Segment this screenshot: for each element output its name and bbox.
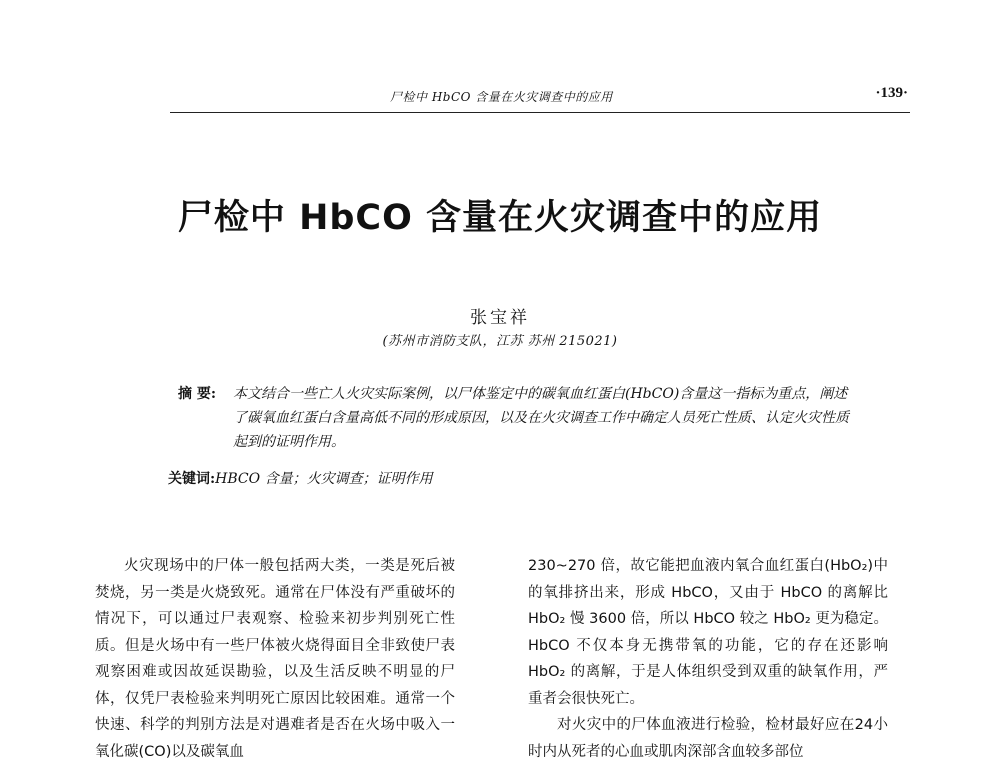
body-paragraph: 对火灾中的尸体血液进行检验，检材最好应在24小时内从死者的心血或肌肉深部含血较多部位 <box>528 717 888 760</box>
keywords-label: 关键词: <box>168 471 216 487</box>
body-column-left <box>95 553 455 765</box>
running-title: 尸检中 HbCO 含量在火灾调查中的应用 <box>390 90 613 104</box>
abstract-text: 本文结合一些亡人火灾实际案例，以尸体鉴定中的碳氧血红蛋白(HbCO)含量这一指标为重点，阐述了碳氧血红蛋白含量高低不同的形成原因，以及在火灾调查工作中确定人员死亡性质、认定火灾性质起到的证明作用。 <box>233 386 849 450</box>
body-paragraph: 230~270 倍，故它能把血液内氧合血红蛋白(HbO₂)中的氧排挤出来，形成 HbCO，又由于 HbCO 的离解比 HbO₂ 慢 3600 倍，所以 HbCO 较之 HbO₂ 更为稳定。HbCO 不仅本身无携带氧的功能，它的存在还影响 HbO₂ 的离解，于是人体组织受到双重的缺氧作用，严重者会很快死亡。 <box>528 558 888 707</box>
body-column-right <box>528 553 888 765</box>
author: 张宝祥 <box>470 308 530 328</box>
page-number: ·139· <box>875 85 908 101</box>
keywords-text: HBCO 含量；火灾调查；证明作用 <box>215 471 433 487</box>
affiliation: (苏州市消防支队，江苏 苏州 215021) <box>382 334 618 349</box>
abstract <box>178 382 858 454</box>
abstract-label: 摘 要: <box>178 386 217 402</box>
keywords <box>168 468 868 488</box>
running-header <box>170 86 910 113</box>
article-title: 尸检中 HbCO 含量在火灾调查中的应用 <box>177 198 823 238</box>
body-paragraph: 火灾现场中的尸体一般包括两大类，一类是死后被焚烧，另一类是火烧致死。通常在尸体没有严重破坏的情况下，可以通过尸表观察、检验来初步判别死亡性质。但是火场中有一些尸体被火烧得面目全非致使尸表观察困难或因故延误勘验，以及生活反映不明显的尸体，仅凭尸表检验来判明死亡原因比较困难。通常一个快速、科学的判别方法是对遇难者是否在火场中吸入一氧化碳(CO)以及碳氧血 <box>95 558 455 760</box>
